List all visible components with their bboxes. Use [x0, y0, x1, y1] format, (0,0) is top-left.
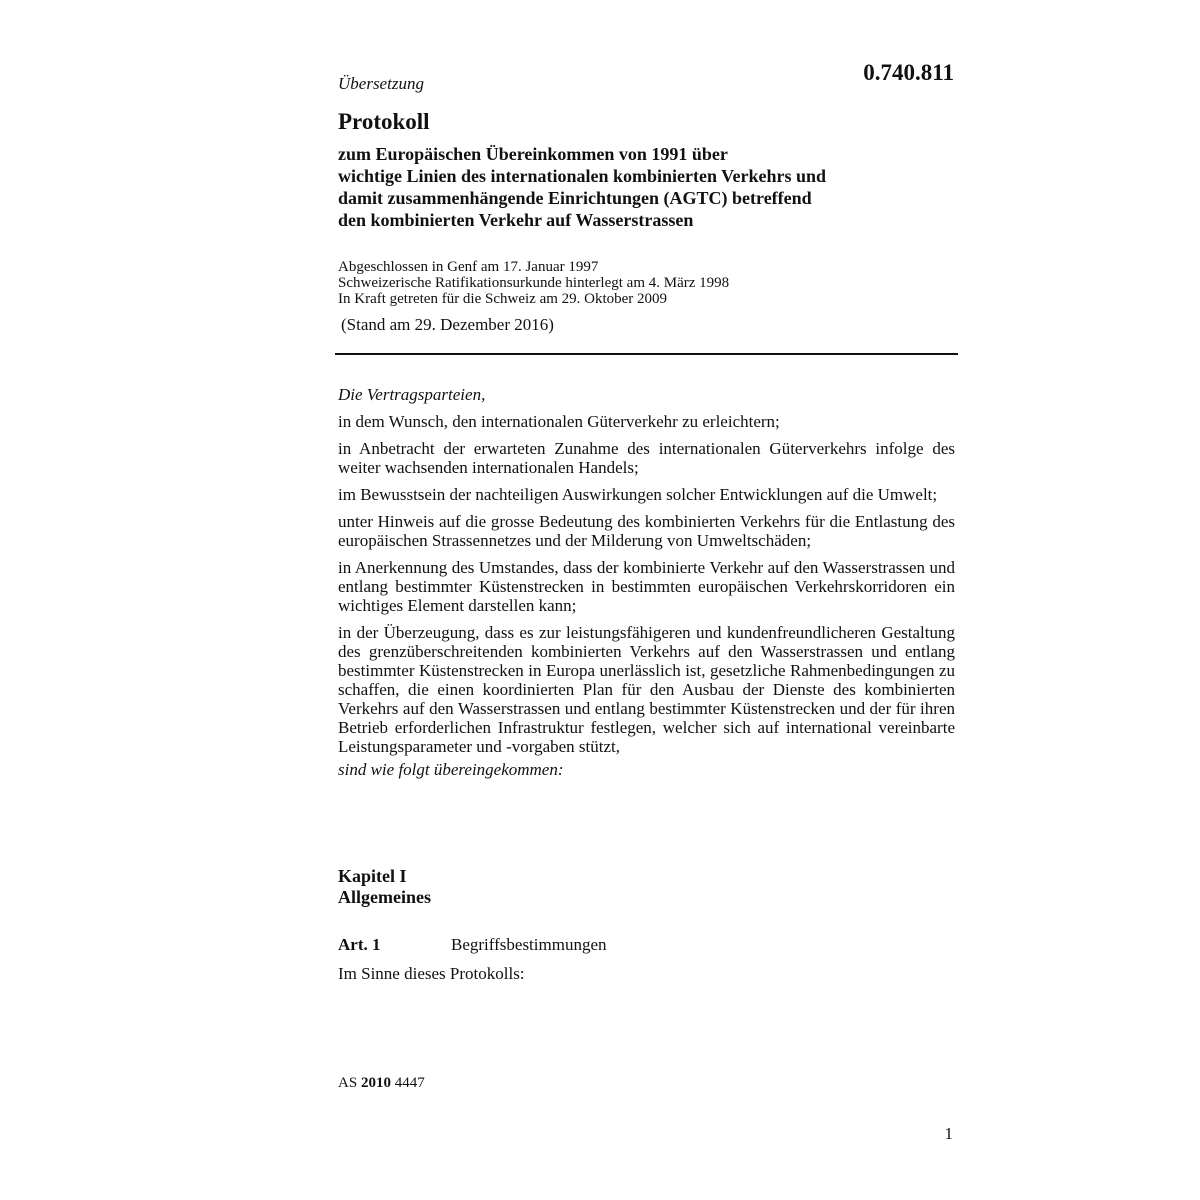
chapter-number: Kapitel I [338, 866, 407, 886]
article-number: Art. 1 [338, 935, 381, 954]
article-intro: Im Sinne dieses Protokolls: [338, 964, 525, 983]
subtitle-line: zum Europäischen Übereinkommen von 1991 über [338, 144, 728, 164]
article-title: Begriffsbestimmungen [451, 935, 607, 954]
preamble-paragraph: im Bewusstsein der nachteiligen Auswirkungen solcher Entwicklungen auf die Umwelt; [338, 485, 938, 504]
preamble-paragraph: in der Überzeugung, dass es zur leistungsfähigeren und kundenfreundlicheren Gestaltung des grenzüberschreitenden kombinierten Verkehrs auf den Wasserstrassen und entlang bestimmter Küstenstrecken in Europa unerlässlich ist, gesetzliche Rahmenbedingungen zu schaffen, die einen koordinierten Plan für den Ausbau der Dienste des kombinierten Verkehrs auf den Wasserstrassen und entlang bestimmter Küstenstrecken und der für ihren Betrieb erforderlichen Infrastruktur festlegen, welcher sich auf international vereinbarte Leistungsparameter und -vorgaben stützt, [338, 623, 955, 756]
document-title: Protokoll [338, 109, 430, 134]
preamble-paragraph: unter Hinweis auf die grosse Bedeutung des kombinierten Verkehrs für die Entlastung des europäischen Strassennetzes und der Milderung von Umweltschäden; [338, 512, 955, 550]
document-subtitle [338, 143, 938, 231]
header-divider [335, 353, 958, 355]
sr-number: 0.740.811 [863, 60, 954, 85]
treaty-metadata [338, 259, 729, 307]
preamble-paragraph: in Anbetracht der erwarteten Zunahme des internationalen Güterverkehrs infolge des weiter wachsenden internationalen Handels; [338, 439, 955, 477]
ratification-date: Schweizerische Ratifikationsurkunde hinterlegt am 4. März 1998 [338, 275, 730, 291]
translation-label: Übersetzung [338, 74, 424, 93]
preamble-conclusion: sind wie folgt übereingekommen: [338, 760, 564, 779]
chapter-title: Allgemeines [338, 887, 431, 907]
subtitle-line: damit zusammenhängende Einrichtungen (AGTC) betreffend [338, 188, 812, 208]
entry-into-force-date: In Kraft getreten für die Schweiz am 29. Oktober 2009 [338, 291, 668, 307]
footnote-year: 2010 [360, 1075, 391, 1091]
preamble-paragraph: in Anerkennung des Umstandes, dass der kombinierte Verkehr auf den Wasserstrassen und entlang bestimmter Küstenstrecken in bestimmten europäischen Verkehrskorridoren ein wichtiges Element darstellen kann; [338, 558, 955, 615]
subtitle-line: wichtige Linien des internationalen kombinierten Verkehrs und [338, 166, 827, 186]
footnote-page: 4447 [394, 1075, 425, 1091]
official-compilation-reference [338, 1075, 425, 1092]
page-number: 1 [944, 1124, 953, 1143]
preamble [338, 385, 955, 787]
chapter-heading [338, 866, 431, 908]
footnote-prefix: AS [338, 1075, 358, 1091]
subtitle-line: den kombinierten Verkehr auf Wasserstrassen [338, 210, 694, 230]
preamble-parties: Die Vertragsparteien, [338, 385, 486, 404]
preamble-paragraph: in dem Wunsch, den internationalen Güterverkehr zu erleichtern; [338, 412, 780, 431]
status-date: (Stand am 29. Dezember 2016) [341, 315, 554, 334]
article-heading [338, 935, 607, 955]
concluded-date: Abgeschlossen in Genf am 17. Januar 1997 [338, 259, 599, 275]
